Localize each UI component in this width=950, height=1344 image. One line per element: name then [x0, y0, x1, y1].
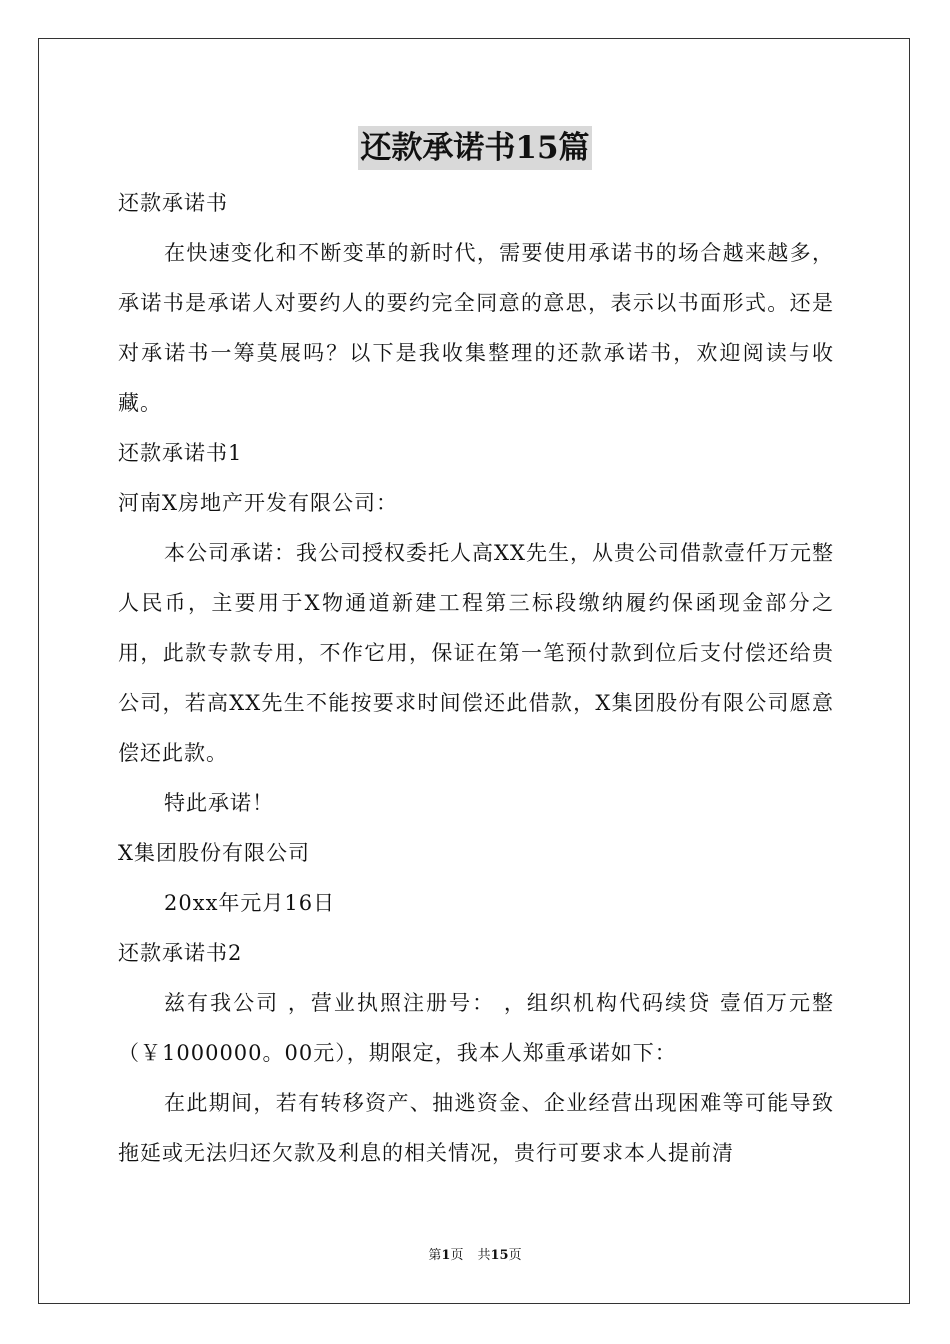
title-container — [0, 126, 950, 170]
page-footer — [0, 1247, 950, 1265]
total-suffix: 页 — [508, 1248, 522, 1263]
signatory-1: X集团股份有限公司 — [118, 841, 310, 865]
document-title: 还款承诺书15篇 — [358, 126, 591, 170]
page-total: 15 — [490, 1248, 509, 1263]
page-prefix: 第 — [428, 1248, 442, 1263]
section-heading-1: 还款承诺书1 — [118, 441, 243, 465]
document-body — [118, 178, 834, 1178]
date-1: 20xx年元月16日 — [164, 891, 336, 915]
paragraph-commitment-1: 本公司承诺：我公司授权委托人高XX先生，从贵公司借款壹仟万元整人民币，主要用于X物通道新建工程第三标段缴纳履约保函现金部分之用，此款专款专用，不作它用，保证在第一笔预付款到位后支付偿还给贵公司，若高XX先生不能按要求时间偿还此借款，X集团股份有限公司愿意偿还此款。 — [118, 541, 834, 765]
section-heading-2: 还款承诺书2 — [118, 941, 243, 965]
paragraph-conditions-2: 在此期间，若有转移资产、抽逃资金、企业经营出现困难等可能导致拖延或无法归还欠款及利息的相关情况，贵行可要求本人提前清 — [118, 1091, 834, 1165]
paragraph-intro: 在快速变化和不断变革的新时代，需要使用承诺书的场合越来越多，承诺书是承诺人对要约人的要约完全同意的意思，表示以书面形式。还是对承诺书一筹莫展吗？以下是我收集整理的还款承诺书，欢迎阅读与收藏。 — [118, 241, 834, 415]
page-suffix: 页 — [450, 1248, 464, 1263]
paragraph-commitment-2: 兹有我公司 ，营业执照注册号： ，组织机构代码续贷 壹佰万元整（￥1000000。00元），期限定，我本人郑重承诺如下： — [118, 991, 834, 1065]
paragraph-heading-intro: 还款承诺书 — [118, 191, 228, 215]
page-current: 1 — [441, 1248, 451, 1263]
addressee-1: 河南X房地产开发有限公司： — [118, 491, 398, 515]
total-prefix: 共 — [477, 1248, 491, 1263]
closing-statement-1: 特此承诺！ — [164, 791, 274, 815]
